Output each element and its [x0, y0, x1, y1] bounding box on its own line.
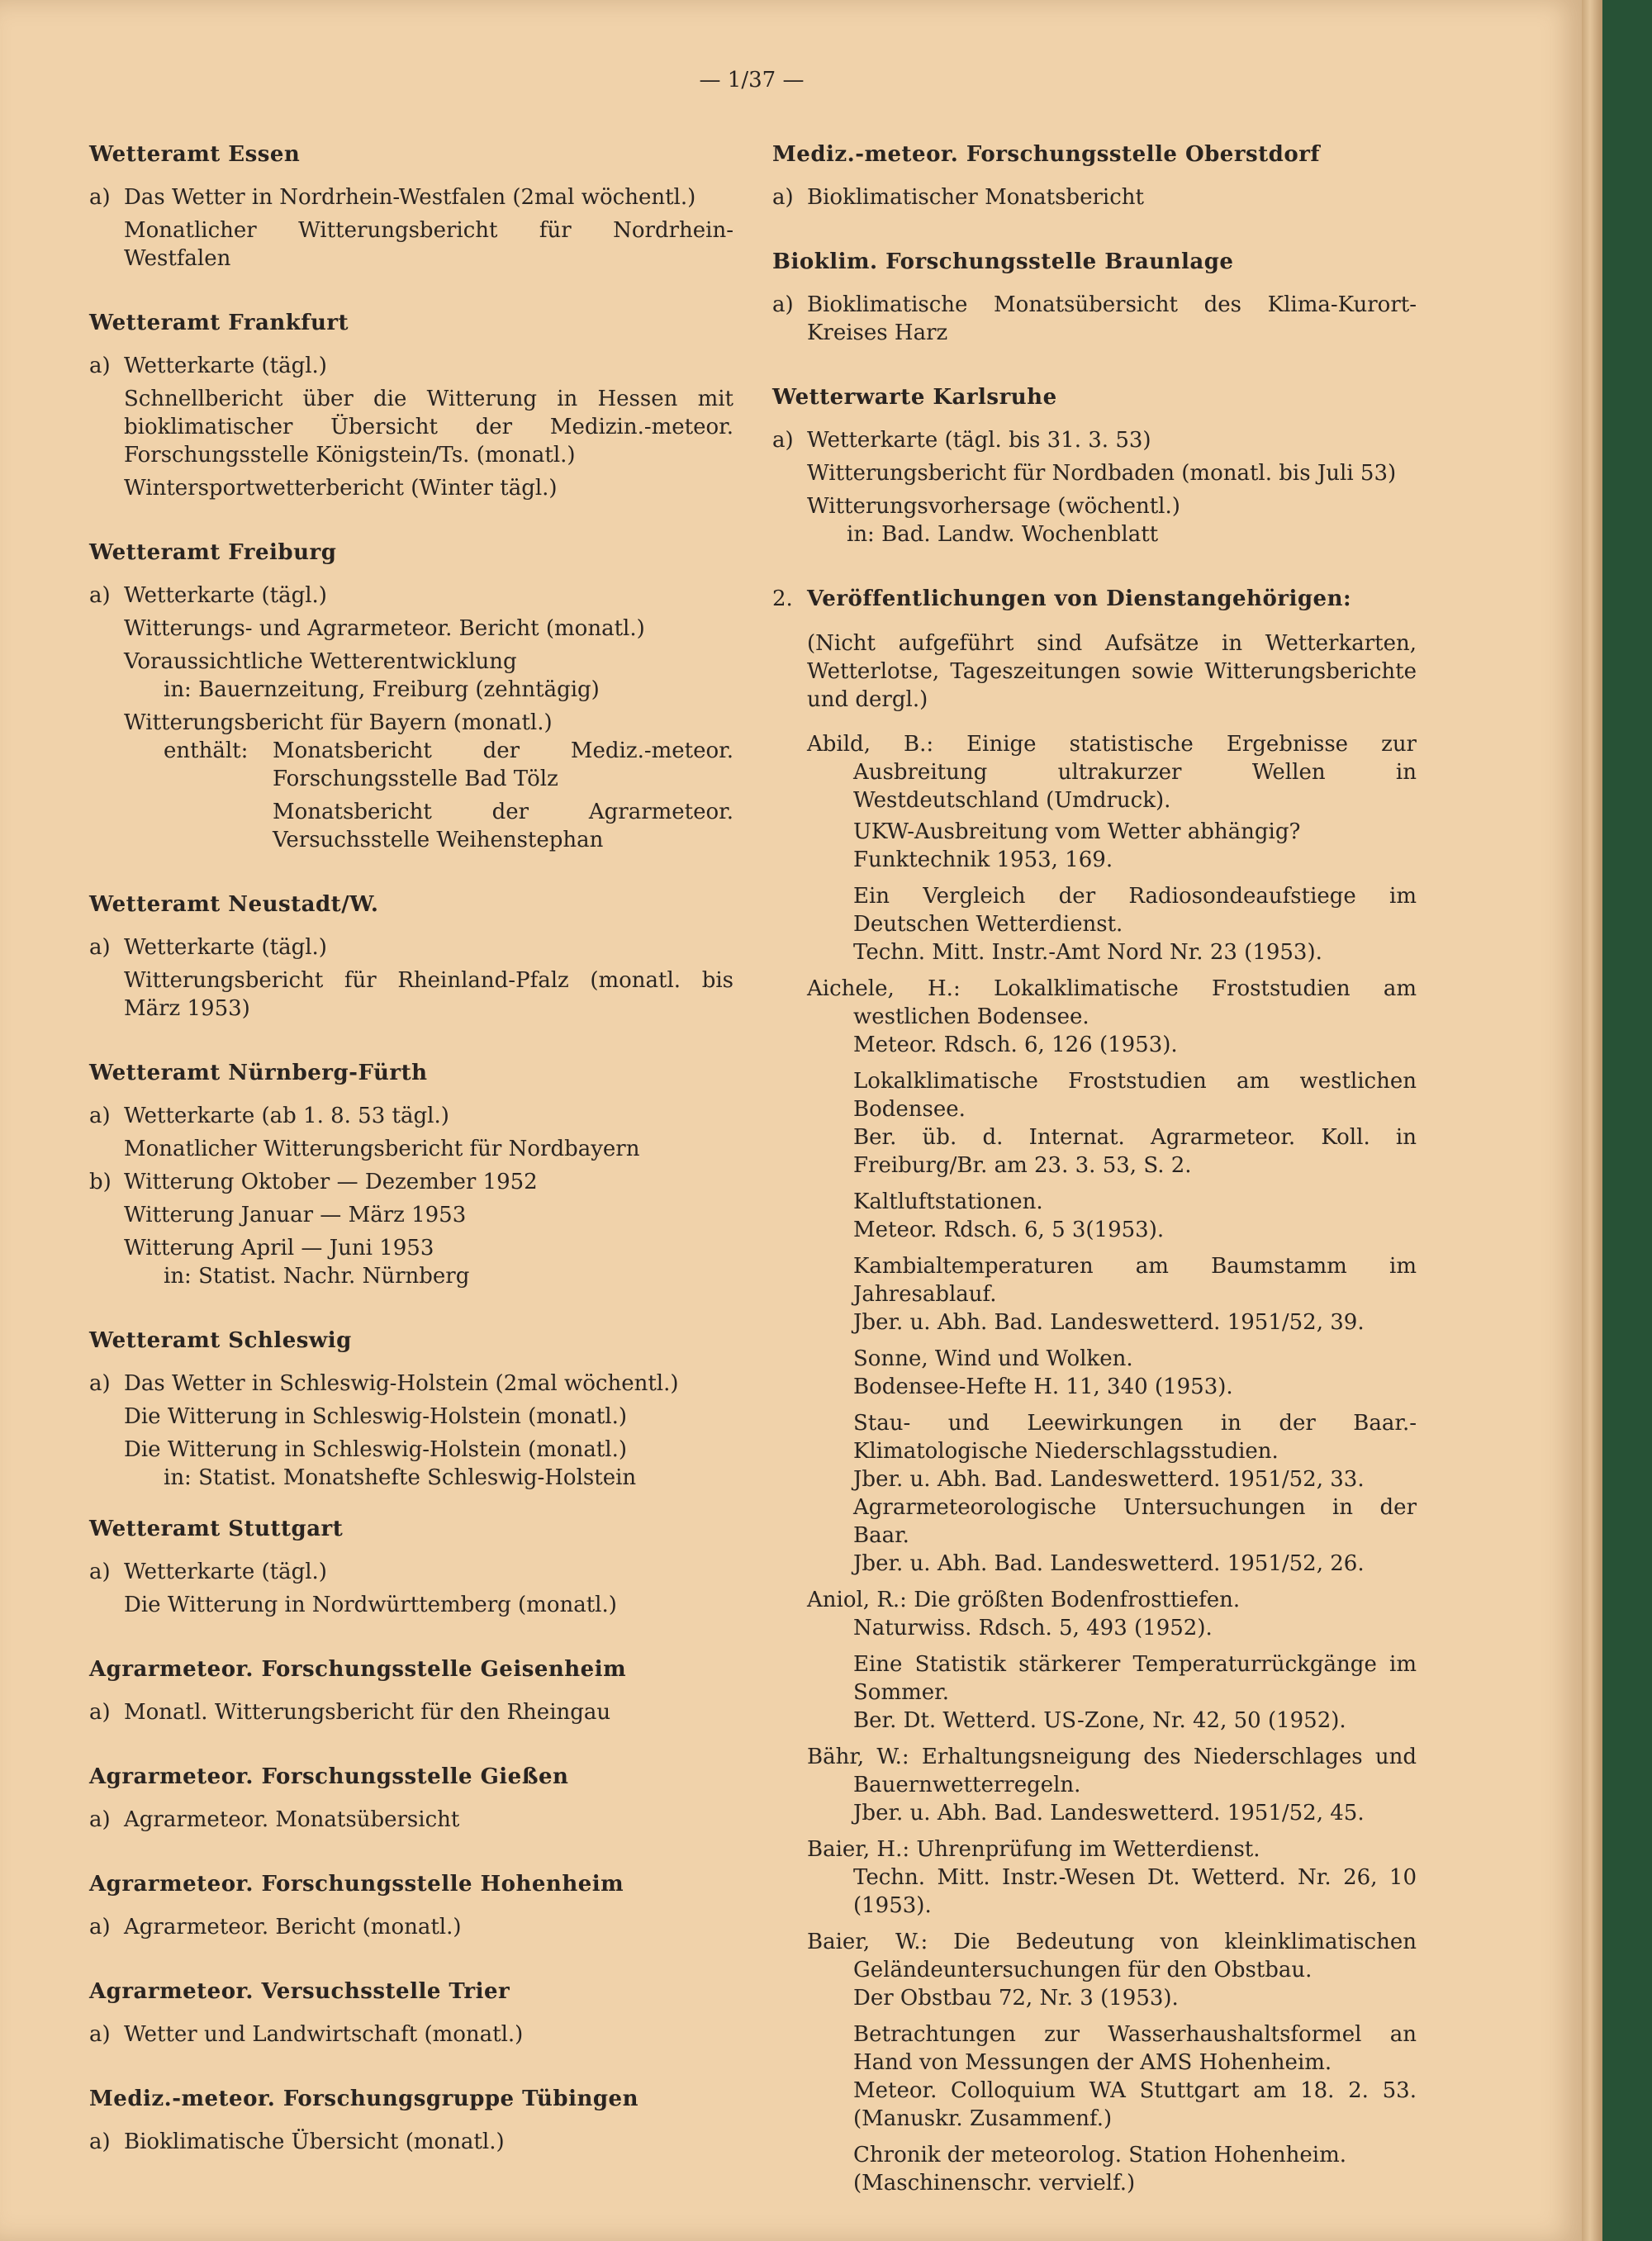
contents-list: [164, 737, 733, 793]
list-item: [89, 2020, 733, 2049]
section-heading: Bioklim. Forschungsstelle Braunlage: [772, 249, 1234, 274]
publication-ref: Techn. Mitt. Instr.-Amt Nord Nr. 23 (1953).: [853, 940, 1322, 965]
author-baier-h: [807, 1835, 1417, 1920]
publication-ref: Techn. Mitt. Instr.-Wesen Dt. Wetterd. Nr. 26, 10 (1953).: [853, 1865, 1417, 1918]
list-item-source: in: Statist. Nachr. Nürnberg: [164, 1264, 470, 1289]
contents-item: Monatsbericht der Mediz.-meteor. Forschungsstelle Bad Tölz: [273, 738, 733, 791]
item-marker: a): [89, 1104, 111, 1128]
list-item: [89, 933, 733, 961]
section-geisenheim: [89, 1655, 733, 1726]
list-item: [89, 1558, 733, 1586]
list-item: Schnellbericht über die Witterung in Hessen mit bioklimatischer Übersicht der Medizin.-meteor. Forschungsstelle Königstein/Ts. (monatl.): [124, 387, 733, 468]
section-frankfurt: [89, 309, 733, 502]
section-hohenheim: [89, 1870, 733, 1941]
item-text: Wetterkarte (tägl. bis 31. 3. 53): [807, 428, 1151, 453]
section-heading: Wetteramt Frankfurt: [89, 311, 349, 335]
section-oberstdorf: [772, 140, 1417, 211]
left-column: [89, 140, 733, 2192]
item-marker: a): [89, 935, 111, 960]
list-item: Witterungsbericht für Rheinland-Pfalz (monatl. bis März 1953): [124, 968, 733, 1021]
publication-title: Kambialtemperaturen am Baumstamm im Jahresablauf.: [853, 1254, 1417, 1307]
publication-title: Eine Statistik stärkerer Temperaturrückgänge im Sommer.: [853, 1652, 1417, 1705]
section-heading: Wetteramt Stuttgart: [89, 1517, 344, 1541]
book-cover: [1602, 0, 1652, 2241]
publication-ref: Der Obstbau 72, Nr. 3 (1953).: [853, 1986, 1179, 2011]
item-marker: a): [89, 1700, 111, 1725]
publication-title: Aniol, R.: Die größten Bodenfrosttiefen.: [807, 1588, 1241, 1612]
publication-title: Baier, H.: Uhrenprüfung im Wetterdienst.: [807, 1837, 1260, 1862]
item-text: Agrarmeteor. Bericht (monatl.): [124, 1915, 462, 1940]
list-item: Die Witterung in Schleswig-Holstein (monatl.): [124, 1437, 628, 1462]
publication-ref: Meteor. Rdsch. 6, 5 3(1953).: [853, 1218, 1165, 1242]
item-text: Wetterkarte (tägl.): [124, 354, 327, 378]
item-text: Bioklimatische Übersicht (monatl.): [124, 2129, 505, 2154]
item-text: Bioklimatische Monatsübersicht des Klima-Kurort-Kreises Harz: [807, 292, 1417, 345]
item-marker: a): [89, 1807, 111, 1832]
list-item: [89, 2128, 733, 2156]
list-item: [89, 1370, 733, 1398]
item-text: Wetterkarte (tägl.): [124, 583, 327, 608]
right-column: [772, 140, 1417, 2205]
list-item: Witterung Januar — März 1953: [124, 1203, 467, 1227]
publication-ref: Bodensee-Hefte H. 11, 340 (1953).: [853, 1375, 1233, 1399]
publication-title: Bähr, W.: Erhaltungsneigung des Niederschlages und Bauernwetterregeln.: [807, 1745, 1417, 1797]
item-text: Wetter und Landwirtschaft (monatl.): [124, 2022, 524, 2047]
list-item: [89, 1168, 733, 1196]
section-note: (Nicht aufgeführt sind Aufsätze in Wetterkarten, Wetterlotse, Tageszeitungen sowie Witterungsberichte und dergl.): [807, 631, 1417, 712]
publication-ref: Ber. üb. d. Internat. Agrarmeteor. Koll. in Freiburg/Br. am 23. 3. 53, S. 2.: [853, 1125, 1417, 1178]
publication-title: Lokalklimatische Froststudien am westlichen Bodensee.: [853, 1069, 1417, 1122]
list-item: Wintersportwetterbericht (Winter tägl.): [124, 476, 558, 501]
section-heading: Wetterwarte Karlsruhe: [772, 385, 1057, 410]
publication-ref: Meteor. Rdsch. 6, 126 (1953).: [853, 1033, 1178, 1057]
list-item: [89, 352, 733, 380]
section-essen: [89, 140, 733, 273]
publication-ref: Jber. u. Abh. Bad. Landeswetterd. 1951/52, 45.: [853, 1801, 1365, 1826]
list-item: Witterungsbericht für Nordbaden (monatl. bis Juli 53): [807, 461, 1397, 486]
publication-title: Ein Vergleich der Radiosondeaufstiege im Deutschen Wetterdienst.: [853, 884, 1417, 937]
item-text: Das Wetter in Schleswig-Holstein (2mal wöchentl.): [124, 1371, 679, 1396]
section-nuernberg: [89, 1059, 733, 1290]
author-aichele: [807, 975, 1417, 1578]
item-marker: a): [89, 2129, 111, 2154]
publication-title: Aichele, H.: Lokalklimatische Froststudien am westlichen Bodensee.: [807, 976, 1417, 1029]
section-neustadt: [89, 890, 733, 1023]
item-marker: a): [772, 292, 794, 317]
list-item: Witterung April — Juni 1953: [124, 1236, 434, 1261]
list-item: Witterungs- und Agrarmeteor. Bericht (monatl.): [124, 616, 645, 641]
item-text: Wetterkarte (tägl.): [124, 935, 327, 960]
item-text: Wetterkarte (ab 1. 8. 53 tägl.): [124, 1104, 449, 1128]
section-tuebingen: [89, 2085, 733, 2156]
author-baier-w: [807, 1928, 1417, 2197]
contents-item: Monatsbericht der Agrarmeteor. Versuchsstelle Weihenstephan: [273, 800, 733, 852]
section-heading: Agrarmeteor. Forschungsstelle Gießen: [89, 1764, 569, 1789]
publication-title: Baier, W.: Die Bedeutung von kleinklimatischen Geländeuntersuchungen für den Obstbau.: [807, 1930, 1417, 1982]
page-number: — 1/37 —: [699, 68, 805, 93]
item-marker: a): [772, 185, 794, 210]
item-text: Witterung Oktober — Dezember 1952: [124, 1170, 538, 1194]
section-heading: Agrarmeteor. Forschungsstelle Hohenheim: [89, 1872, 624, 1897]
item-marker: a): [772, 428, 794, 453]
section-heading: Agrarmeteor. Forschungsstelle Geisenheim: [89, 1657, 627, 1682]
item-text: Das Wetter in Nordrhein-Westfalen (2mal wöchentl.): [124, 185, 696, 210]
section-heading: Mediz.-meteor. Forschungsstelle Oberstdorf: [772, 142, 1321, 167]
list-item: [89, 1806, 733, 1834]
item-marker: a): [89, 2022, 111, 2047]
publication-ref: Jber. u. Abh. Bad. Landeswetterd. 1951/52, 39.: [853, 1310, 1365, 1335]
publication-ref: Jber. u. Abh. Bad. Landeswetterd. 1951/52, 26.: [853, 1551, 1365, 1576]
section-karlsruhe: [772, 383, 1417, 548]
publication-ref: Naturwiss. Rdsch. 5, 493 (1952).: [853, 1616, 1213, 1640]
publication-ref: Ber. Dt. Wetterd. US-Zone, Nr. 42, 50 (1952).: [853, 1708, 1346, 1733]
publication-title: UKW-Ausbreitung vom Wetter abhängig?: [853, 819, 1301, 844]
list-item: Monatlicher Witterungsbericht für Nordrhein-Westfalen: [124, 218, 733, 271]
section-number: 2.: [772, 586, 793, 611]
list-item: [89, 1913, 733, 1941]
section-schleswig: [89, 1327, 733, 1492]
section-trier: [89, 1977, 733, 2049]
list-item-source: in: Statist. Monatshefte Schleswig-Holstein: [164, 1465, 637, 1490]
list-item: Voraussichtliche Wetterentwicklung: [124, 649, 517, 674]
list-item: [89, 582, 733, 610]
list-item: [89, 183, 733, 211]
section-heading: Wetteramt Neustadt/W.: [89, 892, 379, 917]
item-marker: b): [89, 1170, 112, 1194]
section-heading: Wetteramt Freiburg: [89, 540, 337, 565]
item-marker: a): [89, 1560, 111, 1584]
publication-ref: (Maschinenschr. vervielf.): [853, 2171, 1136, 2196]
page-edge: [1582, 0, 1602, 2241]
publication-title: Sonne, Wind und Wolken.: [853, 1346, 1133, 1371]
section-heading-row: [772, 585, 1417, 613]
list-item: Die Witterung in Nordwürttemberg (monatl.): [124, 1593, 617, 1617]
list-item: Witterungsbericht für Bayern (monatl.): [124, 710, 553, 735]
section-publications: [772, 585, 1417, 714]
section-heading: Wetteramt Schleswig: [89, 1328, 352, 1353]
section-heading: Wetteramt Nürnberg-Fürth: [89, 1061, 428, 1085]
item-marker: a): [89, 1915, 111, 1940]
publication-title: Stau- und Leewirkungen in der Baar.-Klimatologische Niederschlagsstudien.: [853, 1411, 1417, 1464]
publication-title: Chronik der meteorolog. Station Hohenheim.: [853, 2143, 1347, 2167]
publication-ref: Jber. u. Abh. Bad. Landeswetterd. 1951/52, 33.: [853, 1467, 1365, 1492]
item-text: Bioklimatischer Monatsbericht: [807, 185, 1144, 210]
item-text: Wetterkarte (tägl.): [124, 1560, 327, 1584]
list-item-source: in: Bauernzeitung, Freiburg (zehntägig): [164, 677, 600, 702]
item-marker: a): [89, 185, 111, 210]
item-marker: a): [89, 583, 111, 608]
section-heading: Mediz.-meteor. Forschungsgruppe Tübingen: [89, 2087, 638, 2111]
publication-ref: Meteor. Colloquium WA Stuttgart am 18. 2. 53. (Manuskr. Zusammenf.): [853, 2078, 1417, 2131]
publication-title: Betrachtungen zur Wasserhaushaltsformel an Hand von Messungen der AMS Hohenheim.: [853, 2022, 1417, 2075]
item-text: Monatl. Witterungsbericht für den Rheingau: [124, 1700, 611, 1725]
publication-title: Abild, B.: Einige statistische Ergebnisse zur Ausbreitung ultrakurzer Wellen in Westdeutschland (Umdruck).: [807, 732, 1417, 813]
item-marker: a): [89, 1371, 111, 1396]
list-item: Witterungsvorhersage (wöchentl.): [807, 494, 1180, 519]
list-item: [772, 291, 1417, 347]
list-item: [772, 183, 1417, 211]
list-item: [89, 1102, 733, 1130]
section-giessen: [89, 1763, 733, 1834]
section-braunlage: [772, 248, 1417, 347]
publication-title: Agrarmeteorologische Untersuchungen in der Baar.: [853, 1495, 1417, 1548]
list-item-source: in: Bad. Landw. Wochenblatt: [847, 522, 1159, 547]
publication-title: Kaltluftstationen.: [853, 1189, 1043, 1214]
section-stuttgart: [89, 1515, 733, 1619]
contents-label: enthält:: [164, 738, 249, 763]
section-heading: Veröffentlichungen von Dienstangehörigen:: [807, 586, 1352, 611]
list-item: Monatlicher Witterungsbericht für Nordbayern: [124, 1137, 640, 1161]
list-item: [772, 426, 1417, 454]
section-heading: Wetteramt Essen: [89, 142, 301, 167]
author-aniol: [807, 1586, 1417, 1735]
item-marker: a): [89, 354, 111, 378]
author-baehr: [807, 1743, 1417, 1827]
section-freiburg: [89, 539, 733, 854]
publication-ref: Funktechnik 1953, 169.: [853, 847, 1113, 872]
author-abild: [807, 730, 1417, 966]
section-heading: Agrarmeteor. Versuchsstelle Trier: [89, 1979, 510, 2004]
list-item: Die Witterung in Schleswig-Holstein (monatl.): [124, 1404, 628, 1429]
item-text: Agrarmeteor. Monatsübersicht: [124, 1807, 460, 1832]
list-item: [89, 1698, 733, 1726]
